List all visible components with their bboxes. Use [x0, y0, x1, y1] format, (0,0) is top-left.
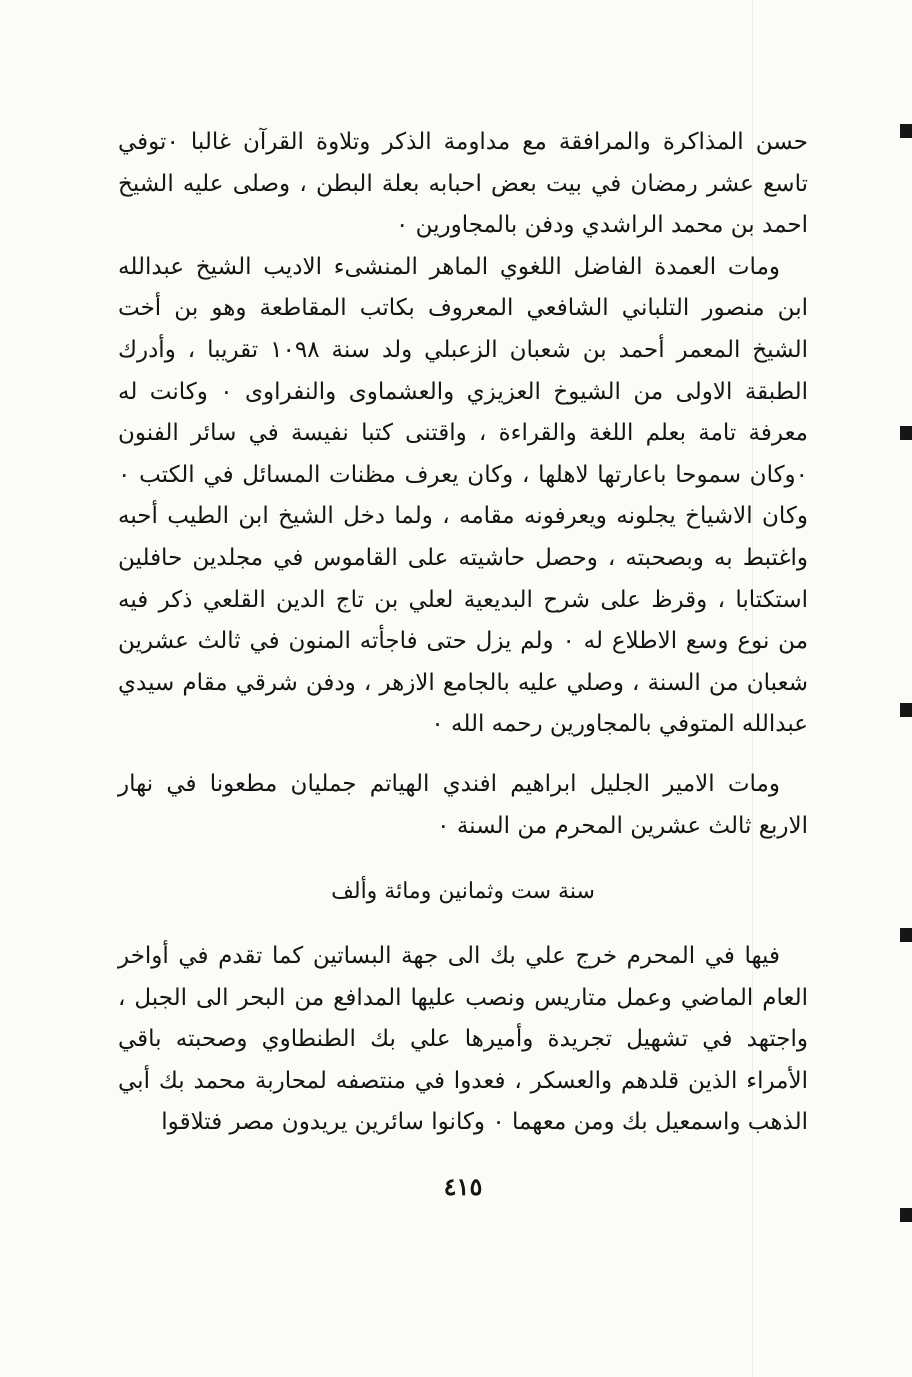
paragraph-year-events: فيها في المحرم خرج علي بك الى جهة البساتين كما تقدم في أواخر العام الماضي وعمل متاريس ونصب عليها المدافع من البحر الى الجبل ، واجتهد في تشهيل تجريدة وأميرها علي بك الطنطاوي وصحبته باقي الأمراء الذين قلدهم والعسكر ، فعدوا في منتصفه لمحاربة محمد بك أبي الذهب واسمعيل بك ومن معهما ٠ وكانوا سائرين يريدون مصر فتلاقوا — [118, 943, 808, 1136]
margin-mark — [900, 426, 912, 440]
paragraph-obituary-ibrahim: ومات الامير الجليل ابراهيم افندي الهياتم جمليان مطعونا في نهار الاربع ثالث عشرين المحرم من السنة ٠ — [118, 771, 808, 839]
paragraph-obituary-abdallah: ومات العمدة الفاضل اللغوي الماهر المنشىء الاديب الشيخ عبدالله ابن منصور التلباني الشافعي المعروف بكاتب المقاطعة وهو بن أخت الشيخ المعمر أحمد بن شعبان الزعبلي ولد سنة ١٠٩٨ تقريبا ، وأدرك الطبقة الاولى من الشيوخ العزيزي والعشماوى والنفراوى ٠ وكانت له معرفة تامة بعلم اللغة والقراءة ، واقتنى كتبا نفيسة في سائر الفنون ٠وكان سموحا باعارتها لاهلها ، وكان يعرف مظنات المسائل في الكتب ٠ وكان الاشياخ يجلونه ويعرفونه مقامه ، ولما دخل الشيخ ابن الطيب أحبه واغتبط به وبصحبته ، وحصل حاشيته على القاموس في مجلدين حافلين استكتابا ، وقرظ على شرح البديعية لعلي بن تاج الدين القلعي ذكر فيه من نوع وسع الاطلاع له ٠ ولم يزل حتى فاجأته المنون في ثالث عشرين شعبان من السنة ، وصلي عليه بالجامع الازهر ، ودفن شرقي مقام سيدي عبدالله المتوفي بالمجاورين رحمه الله ٠ — [118, 253, 809, 738]
page-number: ٤١٥ — [443, 1172, 483, 1201]
text-block-middle — [118, 764, 808, 847]
text-block-top — [118, 122, 808, 746]
section-heading: سنة ست وثمانين ومائة وألف — [331, 879, 595, 904]
paragraph-continued: حسن المذاكرة والمرافقة مع مداومة الذكر وتلاوة القرآن غالبا ٠توفي تاسع عشر رمضان في بيت بعض احبابه بعلة البطن ، وصلى عليه الشيخ احمد بن محمد الراشدي ودفن بالمجاورين ٠ — [118, 129, 808, 239]
text-block-bottom — [118, 936, 808, 1144]
margin-mark — [900, 124, 912, 138]
margin-mark — [900, 1208, 912, 1222]
margin-mark — [900, 928, 912, 942]
margin-mark — [900, 703, 912, 717]
